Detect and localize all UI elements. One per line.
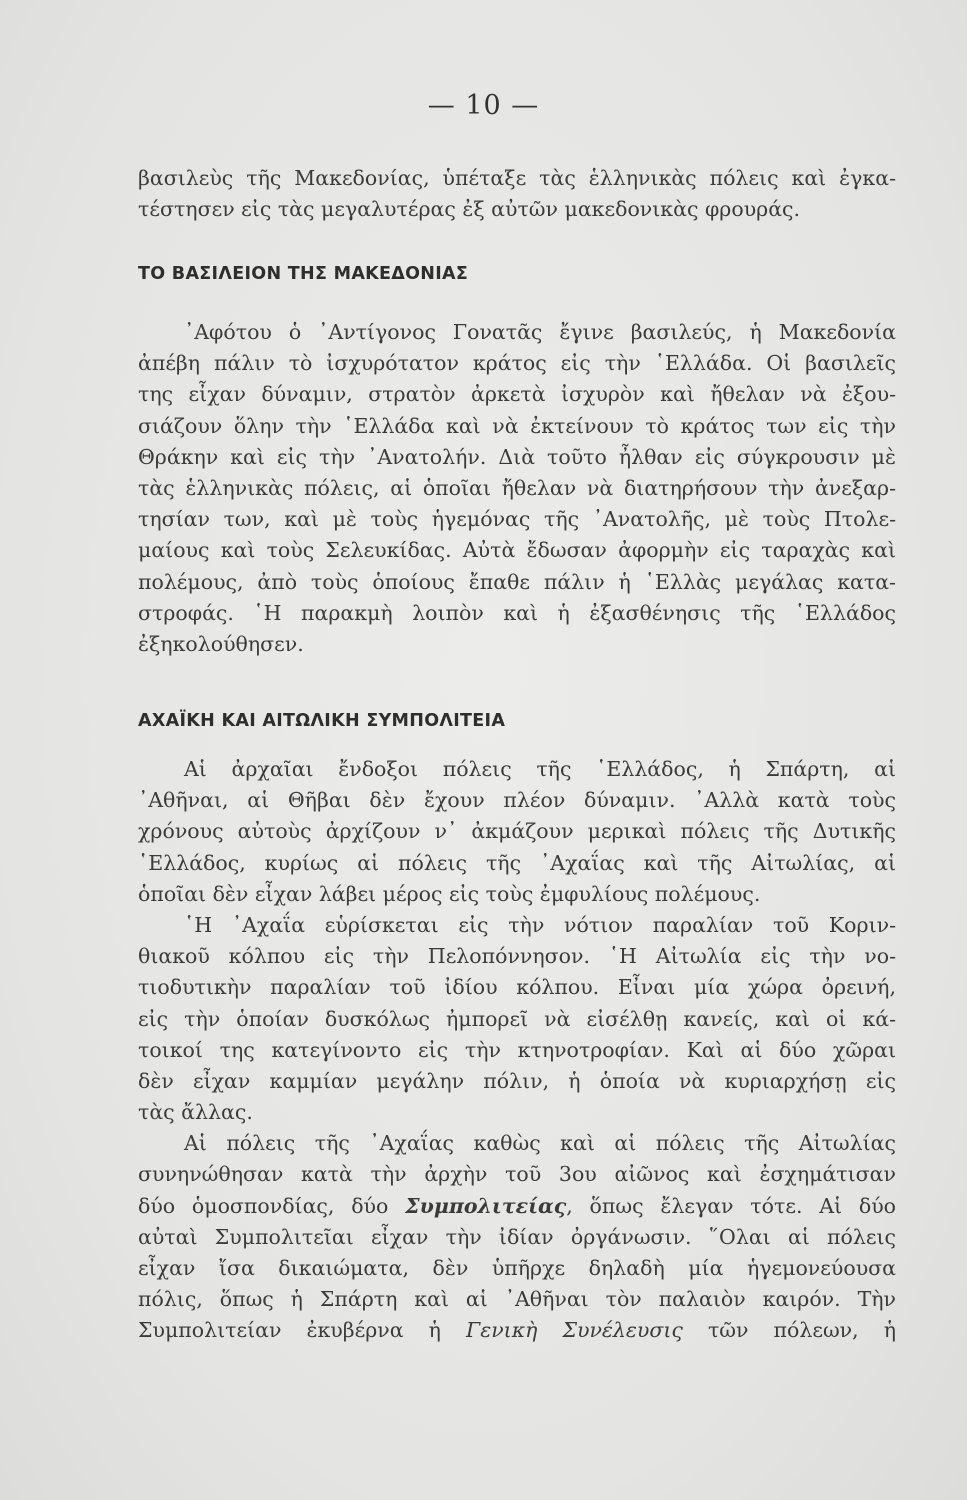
text-line: σιάζουν ὅλην τὴν ῾Ελλάδα καὶ νὰ ἐκτείνουν τὸ κράτος των εἰς τὴν bbox=[138, 413, 896, 438]
text-line: δὲν εἶχαν καμμίαν μεγάλην πόλιν, ἡ ὁποία νὰ κυριαρχήσῃ εἰς bbox=[138, 1068, 896, 1093]
text-line: ᾿Αθῆναι, αἱ Θῆβαι δὲν ἔχουν πλέον δύναμιν. ᾿Αλλὰ κατὰ τοὺς bbox=[138, 788, 896, 813]
text-line: συνηνώθησαν κατὰ τὴν ἀρχὴν τοῦ 3ου αἰῶνος καὶ ἐσχημάτισαν bbox=[138, 1162, 896, 1187]
text-line: πολέμους, ἀπὸ τοὺς ὁποίους ἔπαθε πάλιν ἡ ῾Ελλὰς μεγάλας κατα- bbox=[138, 569, 896, 594]
text-line: πόλις, ὅπως ἡ Σπάρτη καὶ αἱ ᾿Αθῆναι τὸν παλαιὸν καιρόν. Τὴν bbox=[138, 1287, 896, 1312]
text-line: ᾿Αφότου ὁ ᾿Αντίγονος Γονατᾶς ἔγινε βασιλεύς, ἡ Μακεδονία bbox=[184, 320, 896, 344]
text-line: Αἱ πόλεις τῆς ᾿Αχαΐας καθὼς καὶ αἱ πόλεις τῆς Αἰτωλίας bbox=[184, 1131, 896, 1156]
text-line: ἀπέβη πάλιν τὸ ἰσχυρότατον κράτος εἰς τὴν ῾Ελλάδα. Οἱ βασιλεῖς bbox=[138, 351, 896, 376]
page-number: — 10 — bbox=[427, 90, 540, 121]
text-line: Αἱ ἀρχαῖαι ἔνδοξοι πόλεις τῆς ῾Ελλάδος, ἡ Σπάρτη, αἱ bbox=[184, 757, 896, 781]
emphasis-term: Γενικὴ Συνέλευσις bbox=[466, 1318, 683, 1343]
text-line: ῾Η ᾿Αχαΐα εὑρίσκεται εἰς τὴν νότιον παραλίαν τοῦ Κοριν- bbox=[184, 912, 896, 937]
text-line: τέστησεν εἰς τὰς μεγαλυτέρας ἐξ αὐτῶν μακεδονικὰς φρουράς. bbox=[138, 197, 801, 222]
section-heading-leagues: ΑΧΑΪΚΗ ΚΑΙ ΑΙΤΩΛΙΚΗ ΣΥΜΠΟΛΙΤΕΙΑ bbox=[138, 711, 506, 731]
emphasis-term: Συμπολιτείας bbox=[405, 1193, 567, 1218]
text-segment: Συμπολιτείαν ἐκυβέρνα ἡ bbox=[138, 1318, 466, 1343]
text-line bbox=[138, 1191, 896, 1222]
section-heading-macedonia: ΤΟ ΒΑΣΙΛΕΙΟΝ ΤΗΣ ΜΑΚΕΔΟΝΙΑΣ bbox=[138, 264, 469, 284]
text-line: αὐταὶ Συμπολιτεῖαι εἶχαν τὴν ἰδίαν ὀργάνωσιν. ῞Ολαι αἱ πόλεις bbox=[138, 1224, 896, 1249]
text-line: τὰς ἑλληνικὰς πόλεις, αἱ ὁποῖαι ἤθελαν νὰ διατηρήσουν τὴν ἀνεξαρ- bbox=[138, 475, 896, 500]
text-line: τοικοί της κατεγίνοντο εἰς τὴν κτηνοτροφίαν. Καὶ αἱ δύο χῶραι bbox=[138, 1037, 896, 1062]
paragraph-macedonia bbox=[138, 317, 896, 660]
text-line: της εἶχαν δύναμιν, στρατὸν ἀρκετὰ ἰσχυρὸν καὶ ἤθελαν νὰ ἐξου- bbox=[138, 382, 896, 407]
text-line: θιακοῦ κόλπου εἰς τὴν Πελοπόννησον. ῾Η Αἰτωλία εἰς τὴν νο- bbox=[138, 944, 896, 969]
text-line: Θράκην καὶ εἰς τὴν ᾿Ανατολήν. Διὰ τοῦτο ἦλθαν εἰς σύγκρουσιν μὲ bbox=[138, 444, 896, 469]
text-line: εἰς τὴν ὁποίαν δυσκόλως ἠμπορεῖ νὰ εἰσέλθῃ κανείς, καὶ οἱ κά- bbox=[138, 1006, 896, 1031]
text-line: ἐξηκολούθησεν. bbox=[138, 631, 304, 656]
text-segment: , ὅπως ἔλεγαν τότε. Αἱ δύο bbox=[566, 1193, 896, 1218]
text-segment: τῶν πόλεων, ἡ bbox=[682, 1318, 896, 1343]
paragraph-leagues bbox=[138, 754, 896, 1347]
text-line: μαίους καὶ τοὺς Σελευκίδας. Αὐτὰ ἔδωσαν ἀφορμὴν εἰς ταραχὰς καὶ bbox=[138, 538, 896, 563]
text-line: τησίαν των, καὶ μὲ τοὺς ἡγεμόνας τῆς ᾿Ανατολῆς, μὲ τοὺς Πτολε- bbox=[138, 507, 896, 532]
text-segment: δύο ὁμοσπονδίας, δύο bbox=[138, 1193, 406, 1218]
text-line: ὁποῖαι δὲν εἶχαν λάβει μέρος εἰς τοὺς ἐμφυλίους πολέμους. bbox=[138, 881, 761, 906]
text-line: τιοδυτικὴν παραλίαν τοῦ ἰδίου κόλπου. Εἶναι μία χώρα ὀρεινή, bbox=[138, 975, 896, 1000]
text-line: ῾Ελλάδος, κυρίως αἱ πόλεις τῆς ᾿Αχαΐας καὶ τῆς Αἰτωλίας, αἱ bbox=[138, 850, 896, 875]
text-line: στροφάς. ῾Η παρακμὴ λοιπὸν καὶ ἡ ἐξασθένησις τῆς ῾Ελλάδος bbox=[138, 600, 896, 625]
text-line: χρόνους αὐτοὺς ἀρχίζουν ν᾿ ἀκμάζουν μερικαὶ πόλεις τῆς Δυτικῆς bbox=[138, 819, 896, 844]
continuation-paragraph bbox=[138, 163, 896, 225]
text-line: βασιλεὺς τῆς Μακεδονίας, ὑπέταξε τὰς ἑλληνικὰς πόλεις καὶ ἐγκα- bbox=[138, 166, 896, 190]
text-line bbox=[138, 1315, 896, 1346]
text-line: τὰς ἄλλας. bbox=[138, 1100, 253, 1125]
text-line: εἶχαν ἴσα δικαιώματα, δὲν ὑπῆρχε δηλαδὴ μία ἡγεμονεύουσα bbox=[138, 1256, 896, 1280]
